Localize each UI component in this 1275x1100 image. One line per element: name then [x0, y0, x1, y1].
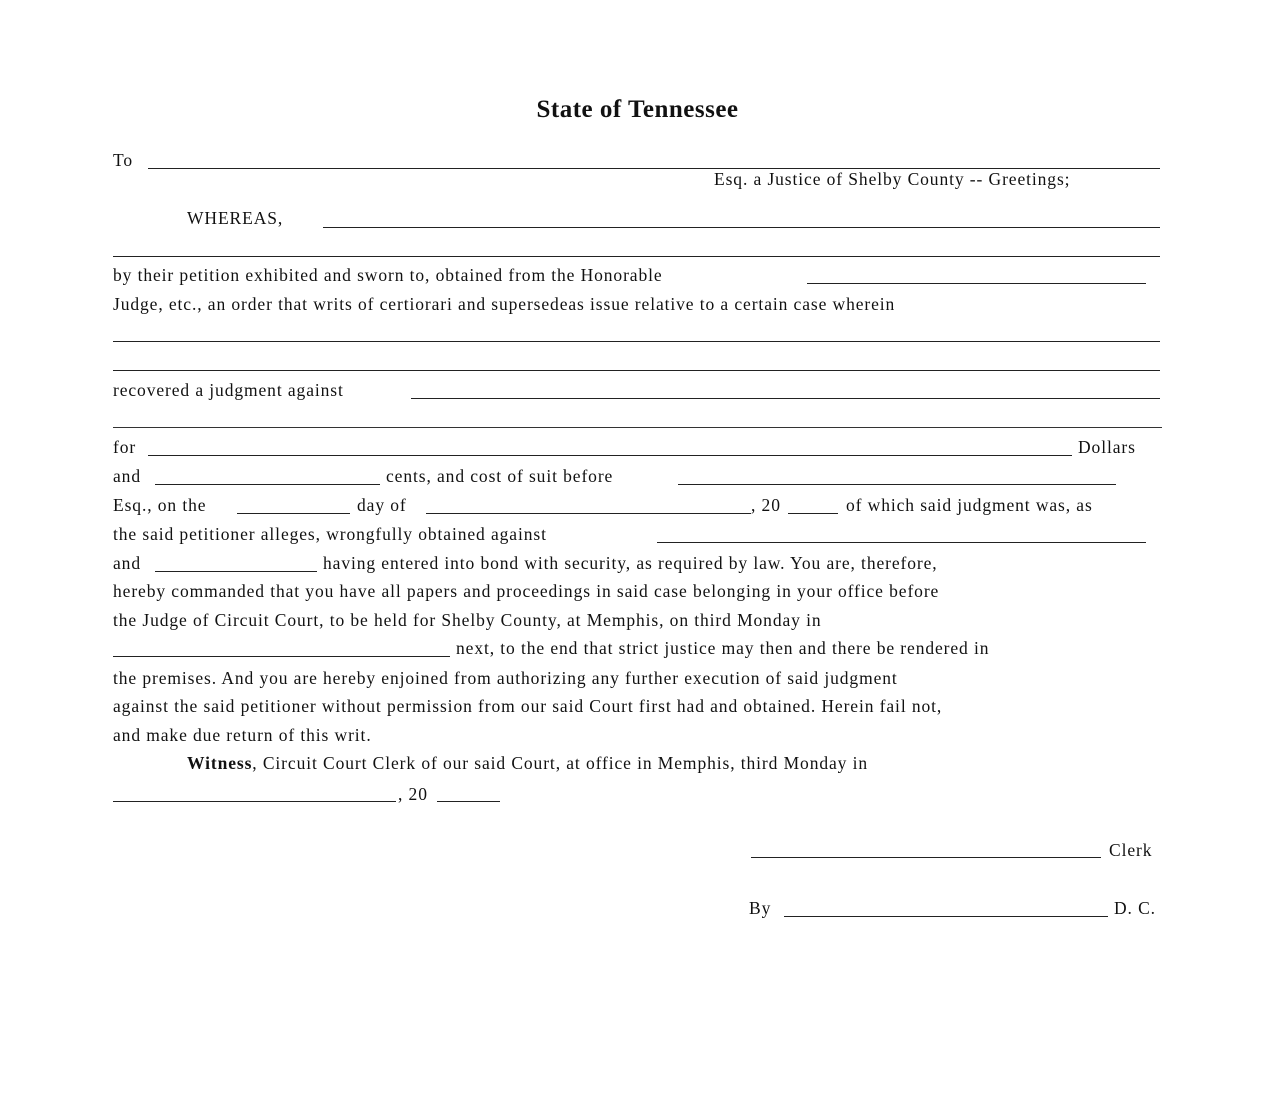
to-label: To: [113, 150, 134, 170]
deputy-clerk-label: D. C.: [1114, 898, 1156, 918]
of-which-text: of which said judgment was, as: [846, 495, 1093, 515]
section-divider: [113, 427, 1162, 428]
alleges-text: the said petitioner alleges, wrongfully obtained against: [113, 524, 547, 544]
next-text: next, to the end that strict justice may then and there be rendered in: [456, 638, 990, 658]
whereas-field-continued[interactable]: [113, 256, 1160, 257]
obtained-against-field[interactable]: [657, 542, 1146, 543]
recovered-text: recovered a judgment against: [113, 380, 344, 400]
greeting-text: Esq. a Justice of Shelby County -- Greetings;: [714, 169, 1071, 189]
bond-party-field[interactable]: [155, 571, 317, 572]
witness-label: Witness: [187, 753, 253, 773]
petition-text: by their petition exhibited and sworn to, obtained from the Honorable: [113, 265, 663, 285]
year-field[interactable]: [788, 513, 838, 514]
against-text: against the said petitioner without permission from our said Court first had and obtained. Herein fail not,: [113, 696, 943, 716]
and-label-cents: and: [113, 466, 141, 486]
witness-month-field[interactable]: [113, 801, 396, 802]
clerk-label: Clerk: [1109, 840, 1153, 860]
and-label-bond: and: [113, 553, 141, 573]
judge-text: Judge, etc., an order that writs of certiorari and supersedeas issue relative to a certain case wherein: [113, 294, 896, 314]
for-label: for: [113, 437, 137, 457]
month-field[interactable]: [426, 513, 751, 514]
document-title: State of Tennessee: [536, 96, 739, 123]
monday-month-field[interactable]: [113, 656, 450, 657]
cents-amount-field[interactable]: [155, 484, 380, 485]
day-of-text: day of: [357, 495, 407, 515]
whereas-label: WHEREAS,: [187, 208, 284, 228]
witness-year-field[interactable]: [437, 801, 500, 802]
cents-text: cents, and cost of suit before: [386, 466, 614, 486]
dollars-label: Dollars: [1078, 437, 1136, 457]
day-field[interactable]: [237, 513, 350, 514]
witness-year-prefix: , 20: [398, 784, 428, 804]
judge-circuit-text: the Judge of Circuit Court, to be held for Shelby County, at Memphis, on third Monday in: [113, 610, 822, 630]
by-label: By: [749, 898, 772, 918]
esq-on-the-text: Esq., on the: [113, 495, 207, 515]
year-prefix-text: , 20: [751, 495, 781, 515]
dollars-amount-field[interactable]: [148, 455, 1072, 456]
suit-before-field[interactable]: [678, 484, 1116, 485]
premises-text: the premises. And you are hereby enjoined from authorizing any further execution of said judgment: [113, 668, 898, 688]
clerk-signature-field[interactable]: [751, 857, 1101, 858]
honorable-judge-field[interactable]: [807, 283, 1146, 284]
case-parties-field-1[interactable]: [113, 341, 1160, 342]
bond-text: having entered into bond with security, as required by law. You are, therefore,: [323, 553, 938, 573]
commanded-text: hereby commanded that you have all papers and proceedings in said case belonging in your office before: [113, 581, 940, 601]
witness-text: , Circuit Court Clerk of our said Court, at office in Memphis, third Monday in: [252, 753, 869, 773]
deputy-clerk-signature-field[interactable]: [784, 916, 1108, 917]
whereas-field[interactable]: [323, 227, 1160, 228]
witness-line: [187, 753, 868, 773]
judgment-against-field[interactable]: [411, 398, 1160, 399]
case-parties-field-2[interactable]: [113, 370, 1160, 371]
return-text: and make due return of this writ.: [113, 725, 372, 745]
